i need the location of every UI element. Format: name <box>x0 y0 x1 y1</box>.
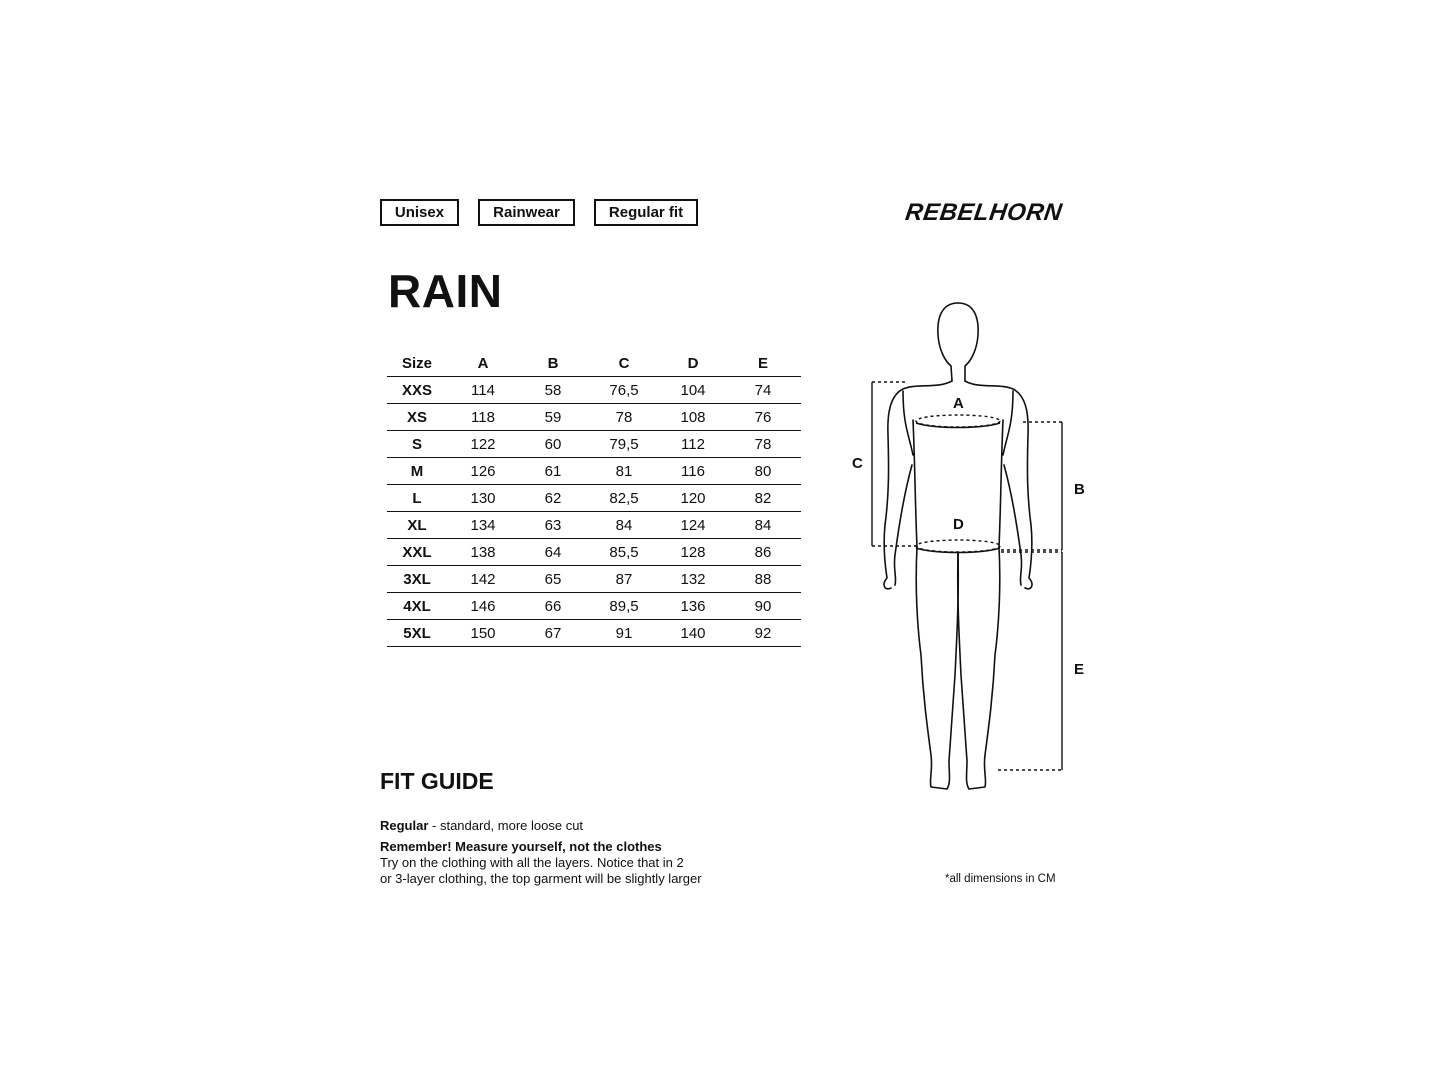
measure-cell: 63 <box>519 512 587 539</box>
measure-cell: 78 <box>725 431 801 458</box>
measure-cell: 87 <box>587 566 661 593</box>
tag-regular-fit: Regular fit <box>594 199 698 226</box>
measure-cell: 85,5 <box>587 539 661 566</box>
measure-cell: 134 <box>447 512 519 539</box>
fit-regular-term: Regular <box>380 818 429 833</box>
size-cell: XS <box>387 404 447 431</box>
table-row <box>387 485 801 512</box>
table-header-row <box>387 350 801 377</box>
measure-cell: 146 <box>447 593 519 620</box>
measure-cell: 138 <box>447 539 519 566</box>
label-d: D <box>953 516 964 533</box>
page-title: RAIN <box>388 265 503 317</box>
label-e: E <box>1074 661 1085 678</box>
measure-cell: 65 <box>519 566 587 593</box>
measure-cell: 82,5 <box>587 485 661 512</box>
measure-cell: 92 <box>725 620 801 647</box>
measure-cell: 86 <box>725 539 801 566</box>
column-header: B <box>519 350 587 377</box>
measure-cell: 78 <box>587 404 661 431</box>
measure-cell: 140 <box>661 620 725 647</box>
table-row <box>387 377 801 404</box>
dimensions-note: *all dimensions in CM <box>945 873 1056 885</box>
measure-cell: 124 <box>661 512 725 539</box>
measure-cell: 84 <box>725 512 801 539</box>
measure-cell: 118 <box>447 404 519 431</box>
tag-rainwear: Rainwear <box>478 199 575 226</box>
measure-cell: 150 <box>447 620 519 647</box>
measure-cell: 130 <box>447 485 519 512</box>
measure-cell: 76,5 <box>587 377 661 404</box>
measure-cell: 80 <box>725 458 801 485</box>
table-row <box>387 458 801 485</box>
measure-cell: 122 <box>447 431 519 458</box>
column-header: Size <box>387 350 447 377</box>
table-row <box>387 539 801 566</box>
fit-note-line2: or 3-layer clothing, the top garment will be slightly larger <box>380 871 702 886</box>
measure-cell: 62 <box>519 485 587 512</box>
tag-unisex: Unisex <box>380 199 459 226</box>
measure-cell: 58 <box>519 377 587 404</box>
column-header: C <box>587 350 661 377</box>
size-cell: S <box>387 431 447 458</box>
measure-cell: 76 <box>725 404 801 431</box>
column-header: E <box>725 350 801 377</box>
measure-cell: 104 <box>661 377 725 404</box>
table-row <box>387 566 801 593</box>
table-row <box>387 431 801 458</box>
measure-cell: 66 <box>519 593 587 620</box>
fit-remember: Remember! Measure yourself, not the clothes <box>380 839 662 854</box>
size-cell: L <box>387 485 447 512</box>
label-c: C <box>852 455 863 472</box>
table-row <box>387 593 801 620</box>
measure-cell: 108 <box>661 404 725 431</box>
size-cell: M <box>387 458 447 485</box>
measure-cell: 61 <box>519 458 587 485</box>
measure-cell: 142 <box>447 566 519 593</box>
table-row <box>387 404 801 431</box>
column-header: A <box>447 350 519 377</box>
brand-logo: REBELHORN <box>903 199 1064 226</box>
measure-cell: 74 <box>725 377 801 404</box>
measure-cell: 126 <box>447 458 519 485</box>
size-cell: 5XL <box>387 620 447 647</box>
body-outline-icon <box>845 295 1095 800</box>
label-b: B <box>1074 481 1085 498</box>
measure-cell: 59 <box>519 404 587 431</box>
measure-cell: 84 <box>587 512 661 539</box>
measure-cell: 136 <box>661 593 725 620</box>
fit-regular-line <box>380 818 583 834</box>
measure-cell: 114 <box>447 377 519 404</box>
measure-cell: 81 <box>587 458 661 485</box>
table-row <box>387 512 801 539</box>
size-cell: XXL <box>387 539 447 566</box>
table-row <box>387 620 801 647</box>
fit-regular-desc: - standard, more loose cut <box>428 818 584 833</box>
measure-cell: 60 <box>519 431 587 458</box>
measure-cell: 112 <box>661 431 725 458</box>
size-cell: 3XL <box>387 566 447 593</box>
label-a: A <box>953 395 964 412</box>
measure-cell: 91 <box>587 620 661 647</box>
measure-cell: 64 <box>519 539 587 566</box>
size-cell: XXS <box>387 377 447 404</box>
measure-cell: 128 <box>661 539 725 566</box>
column-header: D <box>661 350 725 377</box>
measure-cell: 79,5 <box>587 431 661 458</box>
measure-cell: 89,5 <box>587 593 661 620</box>
measure-cell: 132 <box>661 566 725 593</box>
size-cell: XL <box>387 512 447 539</box>
measure-cell: 82 <box>725 485 801 512</box>
measure-cell: 120 <box>661 485 725 512</box>
size-table <box>387 350 801 647</box>
measure-cell: 116 <box>661 458 725 485</box>
measure-cell: 67 <box>519 620 587 647</box>
fit-note-line1: Try on the clothing with all the layers. Notice that in 2 <box>380 855 684 870</box>
fit-guide-title: FIT GUIDE <box>380 768 494 794</box>
measure-cell: 90 <box>725 593 801 620</box>
size-table-body <box>387 377 801 647</box>
size-cell: 4XL <box>387 593 447 620</box>
measure-cell: 88 <box>725 566 801 593</box>
